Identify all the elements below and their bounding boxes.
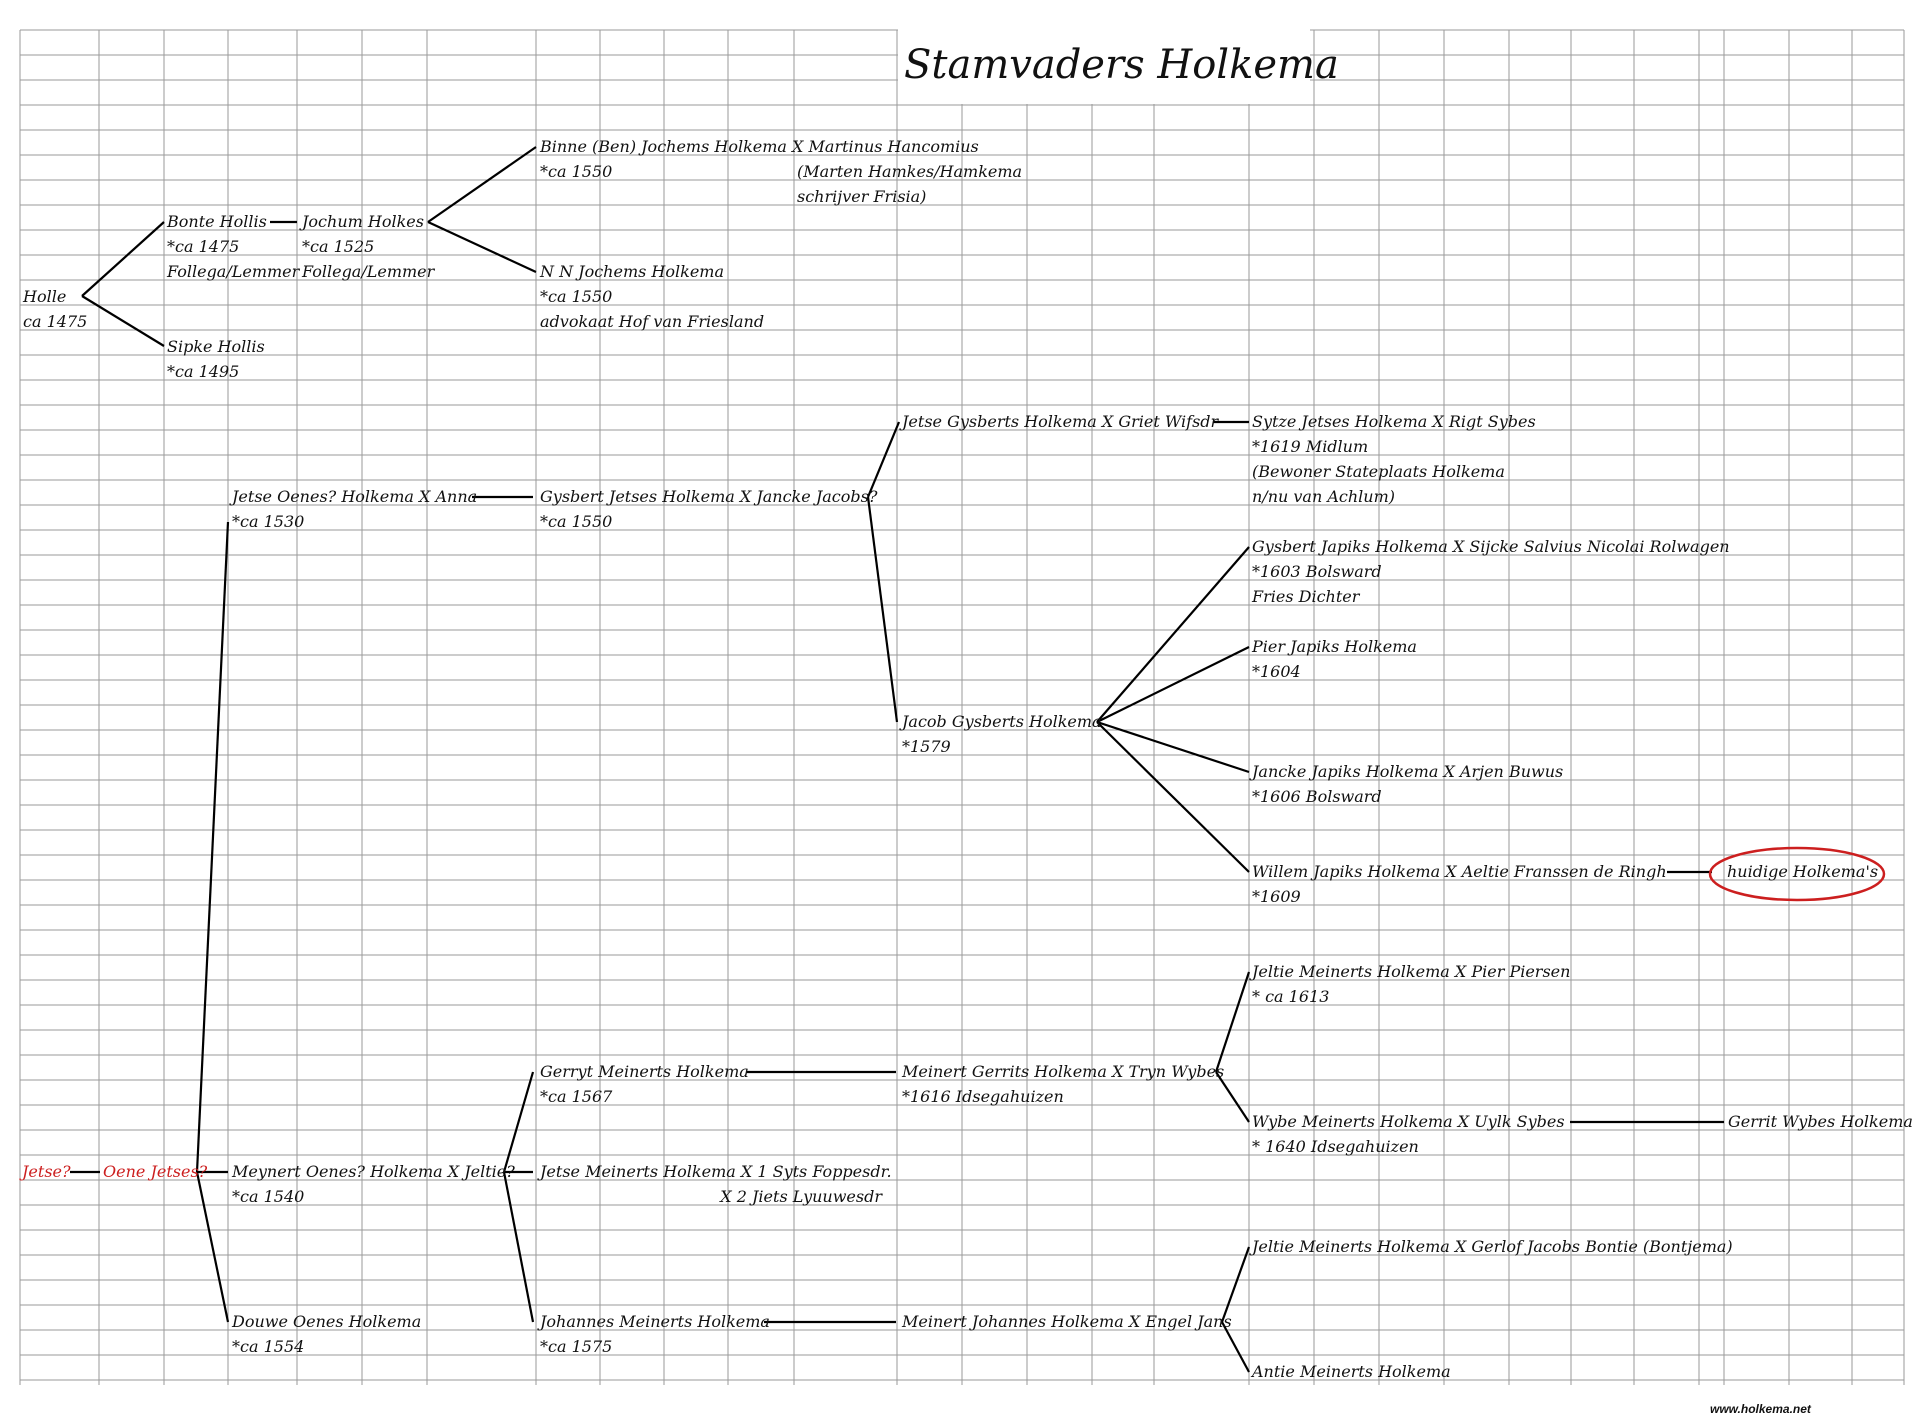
person-name: Jetse? <box>22 1162 71 1181</box>
person-sipke-hollis <box>167 337 265 381</box>
person-douwe-oenes <box>231 1312 421 1356</box>
person-birth: *ca 1575 <box>540 1337 613 1356</box>
person-name: Meynert Oenes? Holkema X Jeltie? <box>232 1162 515 1181</box>
person-jacob-gysberts <box>899 712 1102 756</box>
person-name: N N Jochems Holkema <box>540 262 724 281</box>
connector-line <box>1097 547 1249 722</box>
connector-line <box>868 497 897 722</box>
connector-line <box>1222 1247 1249 1322</box>
person-meinert-johannes <box>901 1312 1232 1331</box>
huidige-holkemas-highlight <box>1710 848 1884 900</box>
person-pier-japiks <box>1251 637 1417 681</box>
person-name: Gysbert Japiks Holkema X Sijcke Salvius Nicolai Rolwagen <box>1252 537 1730 556</box>
person-name: Gerryt Meinerts Holkema <box>540 1062 749 1081</box>
footer-url: www.holkema.net <box>1710 1402 1811 1416</box>
person-oene-jetses <box>103 1162 208 1181</box>
person-wybe-meinerts <box>1252 1112 1565 1156</box>
person-name: Jacob Gysberts Holkema <box>902 712 1102 731</box>
person-birth: ca 1475 <box>23 312 88 331</box>
background-grid <box>20 30 1904 1385</box>
person-name: Douwe Oenes Holkema <box>232 1312 422 1331</box>
person-name: Binne (Ben) Jochems Holkema X Martinus Hancomius <box>540 137 979 156</box>
person-name: Johannes Meinerts Holkema <box>540 1312 770 1331</box>
connector-line <box>1097 647 1249 722</box>
person-name: Jancke Japiks Holkema X Arjen Buwus <box>1252 762 1564 781</box>
person-place: Follega/Lemmer <box>302 262 435 281</box>
person-name: Sipke Hollis <box>167 337 265 356</box>
person-jetse-meinerts <box>537 1162 892 1206</box>
person-birth: *1606 Bolsward <box>1252 787 1382 806</box>
person-gysbert-jetses <box>540 487 878 531</box>
person-place: Follega/Lemmer <box>167 262 300 281</box>
person-name: Gysbert Jetses Holkema X Jancke Jacobs? <box>540 487 878 506</box>
person-jetse-root <box>19 1162 71 1181</box>
person-name: Meinert Johannes Holkema X Engel Jans <box>902 1312 1232 1331</box>
person-name: Jetse Meinerts Holkema X 1 Syts Foppesdr. <box>540 1162 892 1181</box>
person-birth: *ca 1567 <box>540 1087 613 1106</box>
person-name: Meinert Gerrits Holkema X Tryn Wybes <box>902 1062 1225 1081</box>
person-name: Jetse Oenes? Holkema X Anna <box>232 487 478 506</box>
connector-line <box>197 1172 228 1322</box>
connector-line <box>428 147 536 222</box>
person-name: Willem Japiks Holkema X Aeltie Franssen de Ringh <box>1252 862 1667 881</box>
page-title: Stamvaders Holkema <box>904 42 1339 88</box>
connector-line <box>504 1072 533 1172</box>
person-gerryt-meinerts <box>540 1062 749 1106</box>
person-birth: *ca 1554 <box>232 1337 305 1356</box>
person-birth: *ca 1525 <box>302 237 375 256</box>
person-birth: *ca 1550 <box>540 512 613 531</box>
person-jetse-oenes <box>229 487 477 531</box>
connector-line <box>82 296 164 346</box>
person-name: Jeltie Meinerts Holkema X Gerlof Jacobs Bontie (Bontjema) <box>1252 1237 1733 1256</box>
person-birth: *ca 1475 <box>167 237 240 256</box>
connector-line <box>1216 972 1249 1072</box>
person-jeltie-pier <box>1249 962 1570 1006</box>
person-name: Sytze Jetses Holkema X Rigt Sybes <box>1252 412 1536 431</box>
person-gerrit-wybes <box>1728 1112 1913 1131</box>
connector-line <box>1097 722 1249 872</box>
person-birth: *1603 Bolsward <box>1252 562 1382 581</box>
person-meynert-oenes <box>231 1162 515 1206</box>
person-jochum-holkes <box>299 212 436 281</box>
person-birth: *1619 Midlum <box>1252 437 1369 456</box>
person-birth: *ca 1495 <box>167 362 240 381</box>
person-note: Fries Dichter <box>1252 587 1360 606</box>
person-name: Oene Jetses? <box>103 1162 208 1181</box>
person-birth: *1609 <box>1252 887 1301 906</box>
person-jeltie-gerlof <box>1249 1237 1733 1256</box>
person-note: schrijver Frisia) <box>797 187 927 206</box>
person-meinert-gerrits <box>901 1062 1224 1106</box>
connector-line <box>197 522 228 1172</box>
person-note: (Bewoner Stateplaats Holkema <box>1252 462 1505 481</box>
person-note: advokaat Hof van Friesland <box>540 312 765 331</box>
person-name: Holle <box>23 287 67 306</box>
person-name: Bonte Hollis <box>167 212 267 231</box>
person-name: Jetse Gysberts Holkema X Griet Wifsdr <box>902 412 1219 431</box>
connector-line <box>868 422 899 497</box>
person-johannes-meinerts <box>537 1312 770 1356</box>
person-birth: *1604 <box>1252 662 1301 681</box>
highlight-label: huidige Holkema's <box>1727 862 1879 881</box>
person-sytze-jetses <box>1252 412 1536 506</box>
person-holle <box>22 287 87 331</box>
connector-line <box>82 222 164 296</box>
person-birth: *ca 1550 <box>540 287 613 306</box>
person-name: Jeltie Meinerts Holkema X Pier Piersen <box>1252 962 1571 981</box>
person-note: X 2 Jiets Lyuuwesdr <box>720 1187 882 1206</box>
person-jancke-japiks <box>1249 762 1563 806</box>
person-birth: *ca 1540 <box>232 1187 305 1206</box>
person-name: Jochum Holkes <box>302 212 424 231</box>
person-name: Wybe Meinerts Holkema X Uylk Sybes <box>1252 1112 1565 1131</box>
person-name: Antie Meinerts Holkema <box>1252 1362 1451 1381</box>
person-jetse-gysberts <box>899 412 1220 431</box>
person-birth: *1616 Idsegahuizen <box>902 1087 1064 1106</box>
person-birth: *ca 1530 <box>232 512 305 531</box>
person-gysbert-japiks <box>1251 537 1730 606</box>
person-nn-jochems <box>539 262 764 331</box>
person-name: Pier Japiks Holkema <box>1252 637 1417 656</box>
person-antie-meinerts <box>1250 1362 1451 1381</box>
person-binne-jochems <box>539 137 1022 206</box>
person-name: Gerrit Wybes Holkema <box>1728 1112 1913 1131</box>
person-birth: * 1640 Idsegahuizen <box>1252 1137 1419 1156</box>
person-note: (Marten Hamkes/Hamkema <box>797 162 1023 181</box>
person-birth: * ca 1613 <box>1252 987 1330 1006</box>
person-note: n/nu van Achlum) <box>1252 487 1396 506</box>
person-birth: *ca 1550 <box>540 162 613 181</box>
connector-line <box>504 1172 533 1322</box>
person-birth: *1579 <box>902 737 951 756</box>
